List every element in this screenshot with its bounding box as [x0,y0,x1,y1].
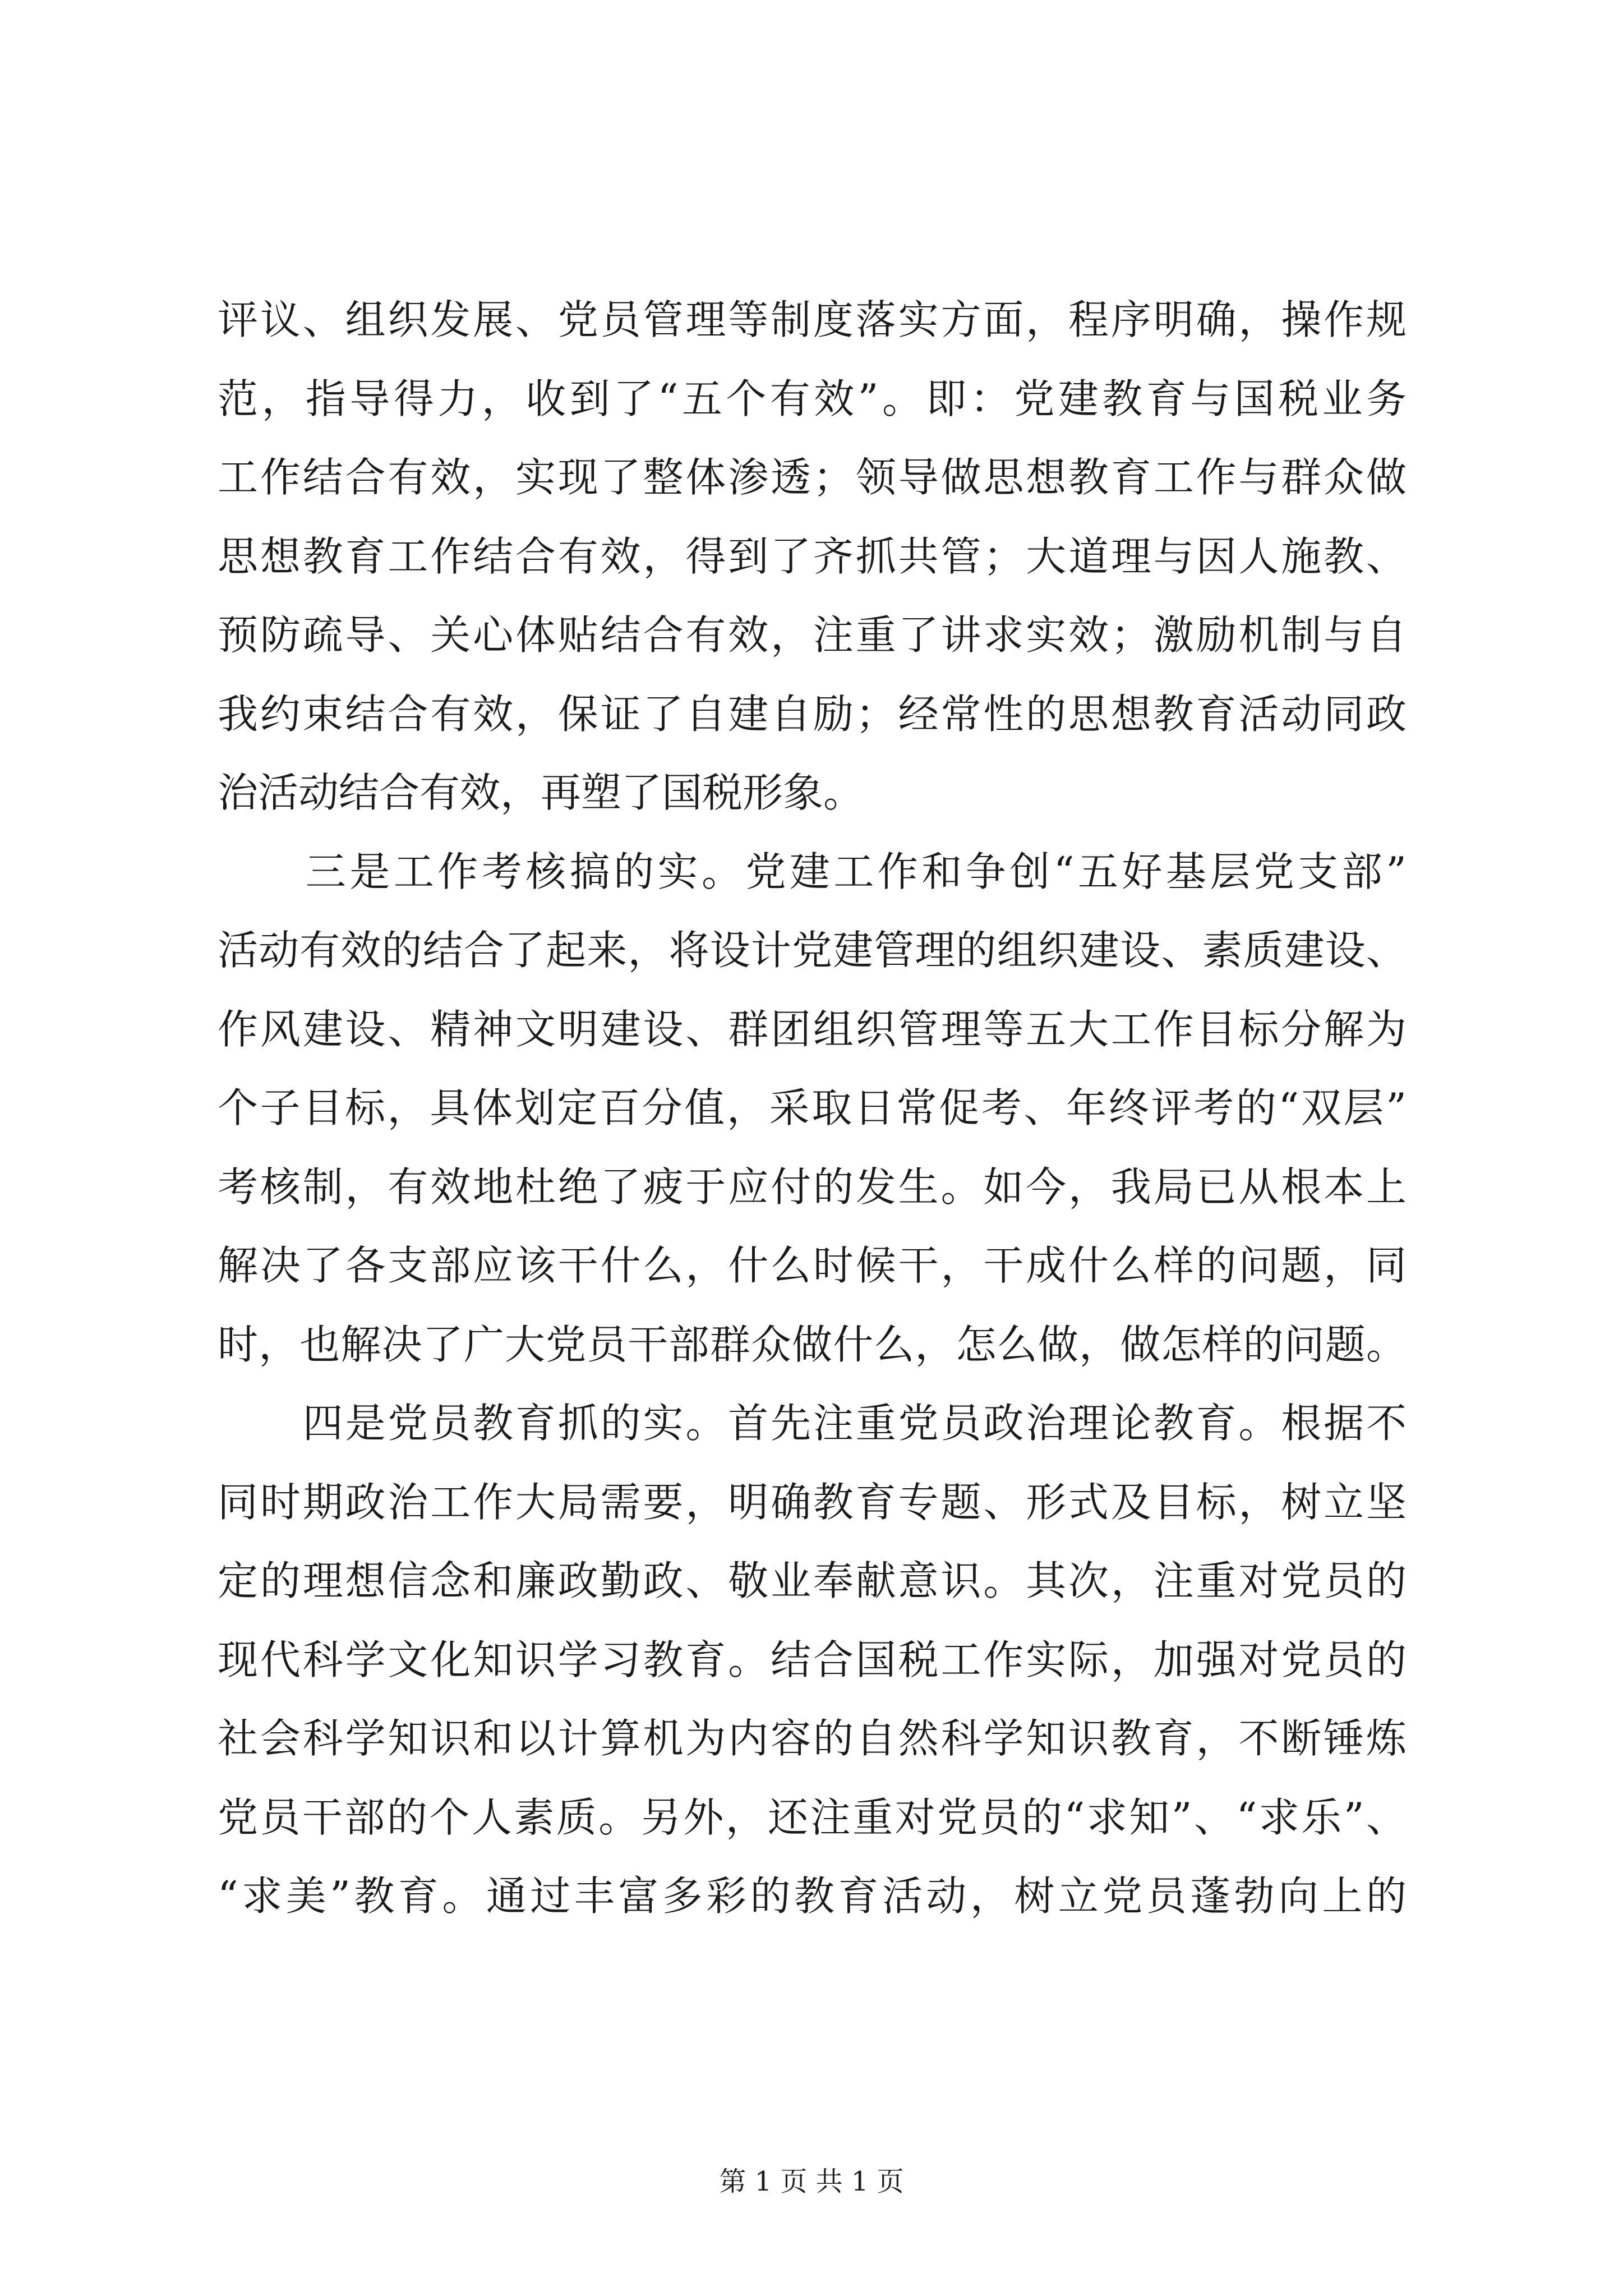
text-line: 活动有效的结合了起来，将设计党建管理的组织建设、素质建设、 [218,927,1407,974]
text-line: 时，也解决了广大党员干部群众做什么，怎么做，做怎样的问题。 [218,1320,1407,1368]
body-text [218,280,1407,1936]
text-line: 现代科学文化知识学习教育。结合国税工作实际，加强对党员的 [218,1636,1407,1683]
text-line: 治活动结合有效，再塑了国税形象。 [218,769,864,816]
text-line: 社会科学知识和以计算机为内容的自然科学知识教育，不断锤炼 [218,1715,1407,1762]
text-line: 同时期政治工作大局需要，明确教育专题、形式及目标，树立坚 [218,1478,1407,1526]
text-line: 作风建设、精神文明建设、群团组织管理等五大工作目标分解为 [218,1005,1407,1053]
text-line: 考核制，有效地杜绝了疲于应付的发生。如今，我局已从根本上 [218,1163,1407,1211]
text-line: 三是工作考核搞的实。党建工作和争创“五好基层党支部” [218,848,1407,895]
text-line: 四是党员教育抓的实。首先注重党员政治理论教育。根据不 [218,1400,1407,1447]
text-line: 我约束结合有效，保证了自建自励；经常性的思想教育活动同政 [218,690,1407,738]
text-line: 解决了各支部应该干什么，什么时候干，干成什么样的问题，同 [218,1242,1407,1289]
text-line: 范，指导得力，收到了“五个有效”。即：党建教育与国税业务 [218,375,1407,422]
text-line: “求美”教育。通过丰富多彩的教育活动，树立党员蓬勃向上的 [218,1872,1407,1920]
text-line: 定的理想信念和廉政勤政、敬业奉献意识。其次，注重对党员的 [218,1557,1407,1604]
text-line: 个子目标，具体划定百分值，采取日常促考、年终评考的“双层” [218,1084,1407,1131]
text-line: 党员干部的个人素质。另外，还注重对党员的“求知”、“求乐”、 [218,1793,1407,1841]
text-line: 工作结合有效，实现了整体渗透；领导做思想教育工作与群众做 [218,454,1407,501]
text-line: 评议、组织发展、党员管理等制度落实方面，程序明确，操作规 [218,296,1407,343]
page-footer: 第 1 页 共 1 页 [719,2166,904,2197]
text-line: 预防疏导、关心体贴结合有效，注重了讲求实效；激励机制与自 [218,611,1407,659]
text-line: 思想教育工作结合有效，得到了齐抓共管；大道理与因人施教、 [218,532,1407,580]
